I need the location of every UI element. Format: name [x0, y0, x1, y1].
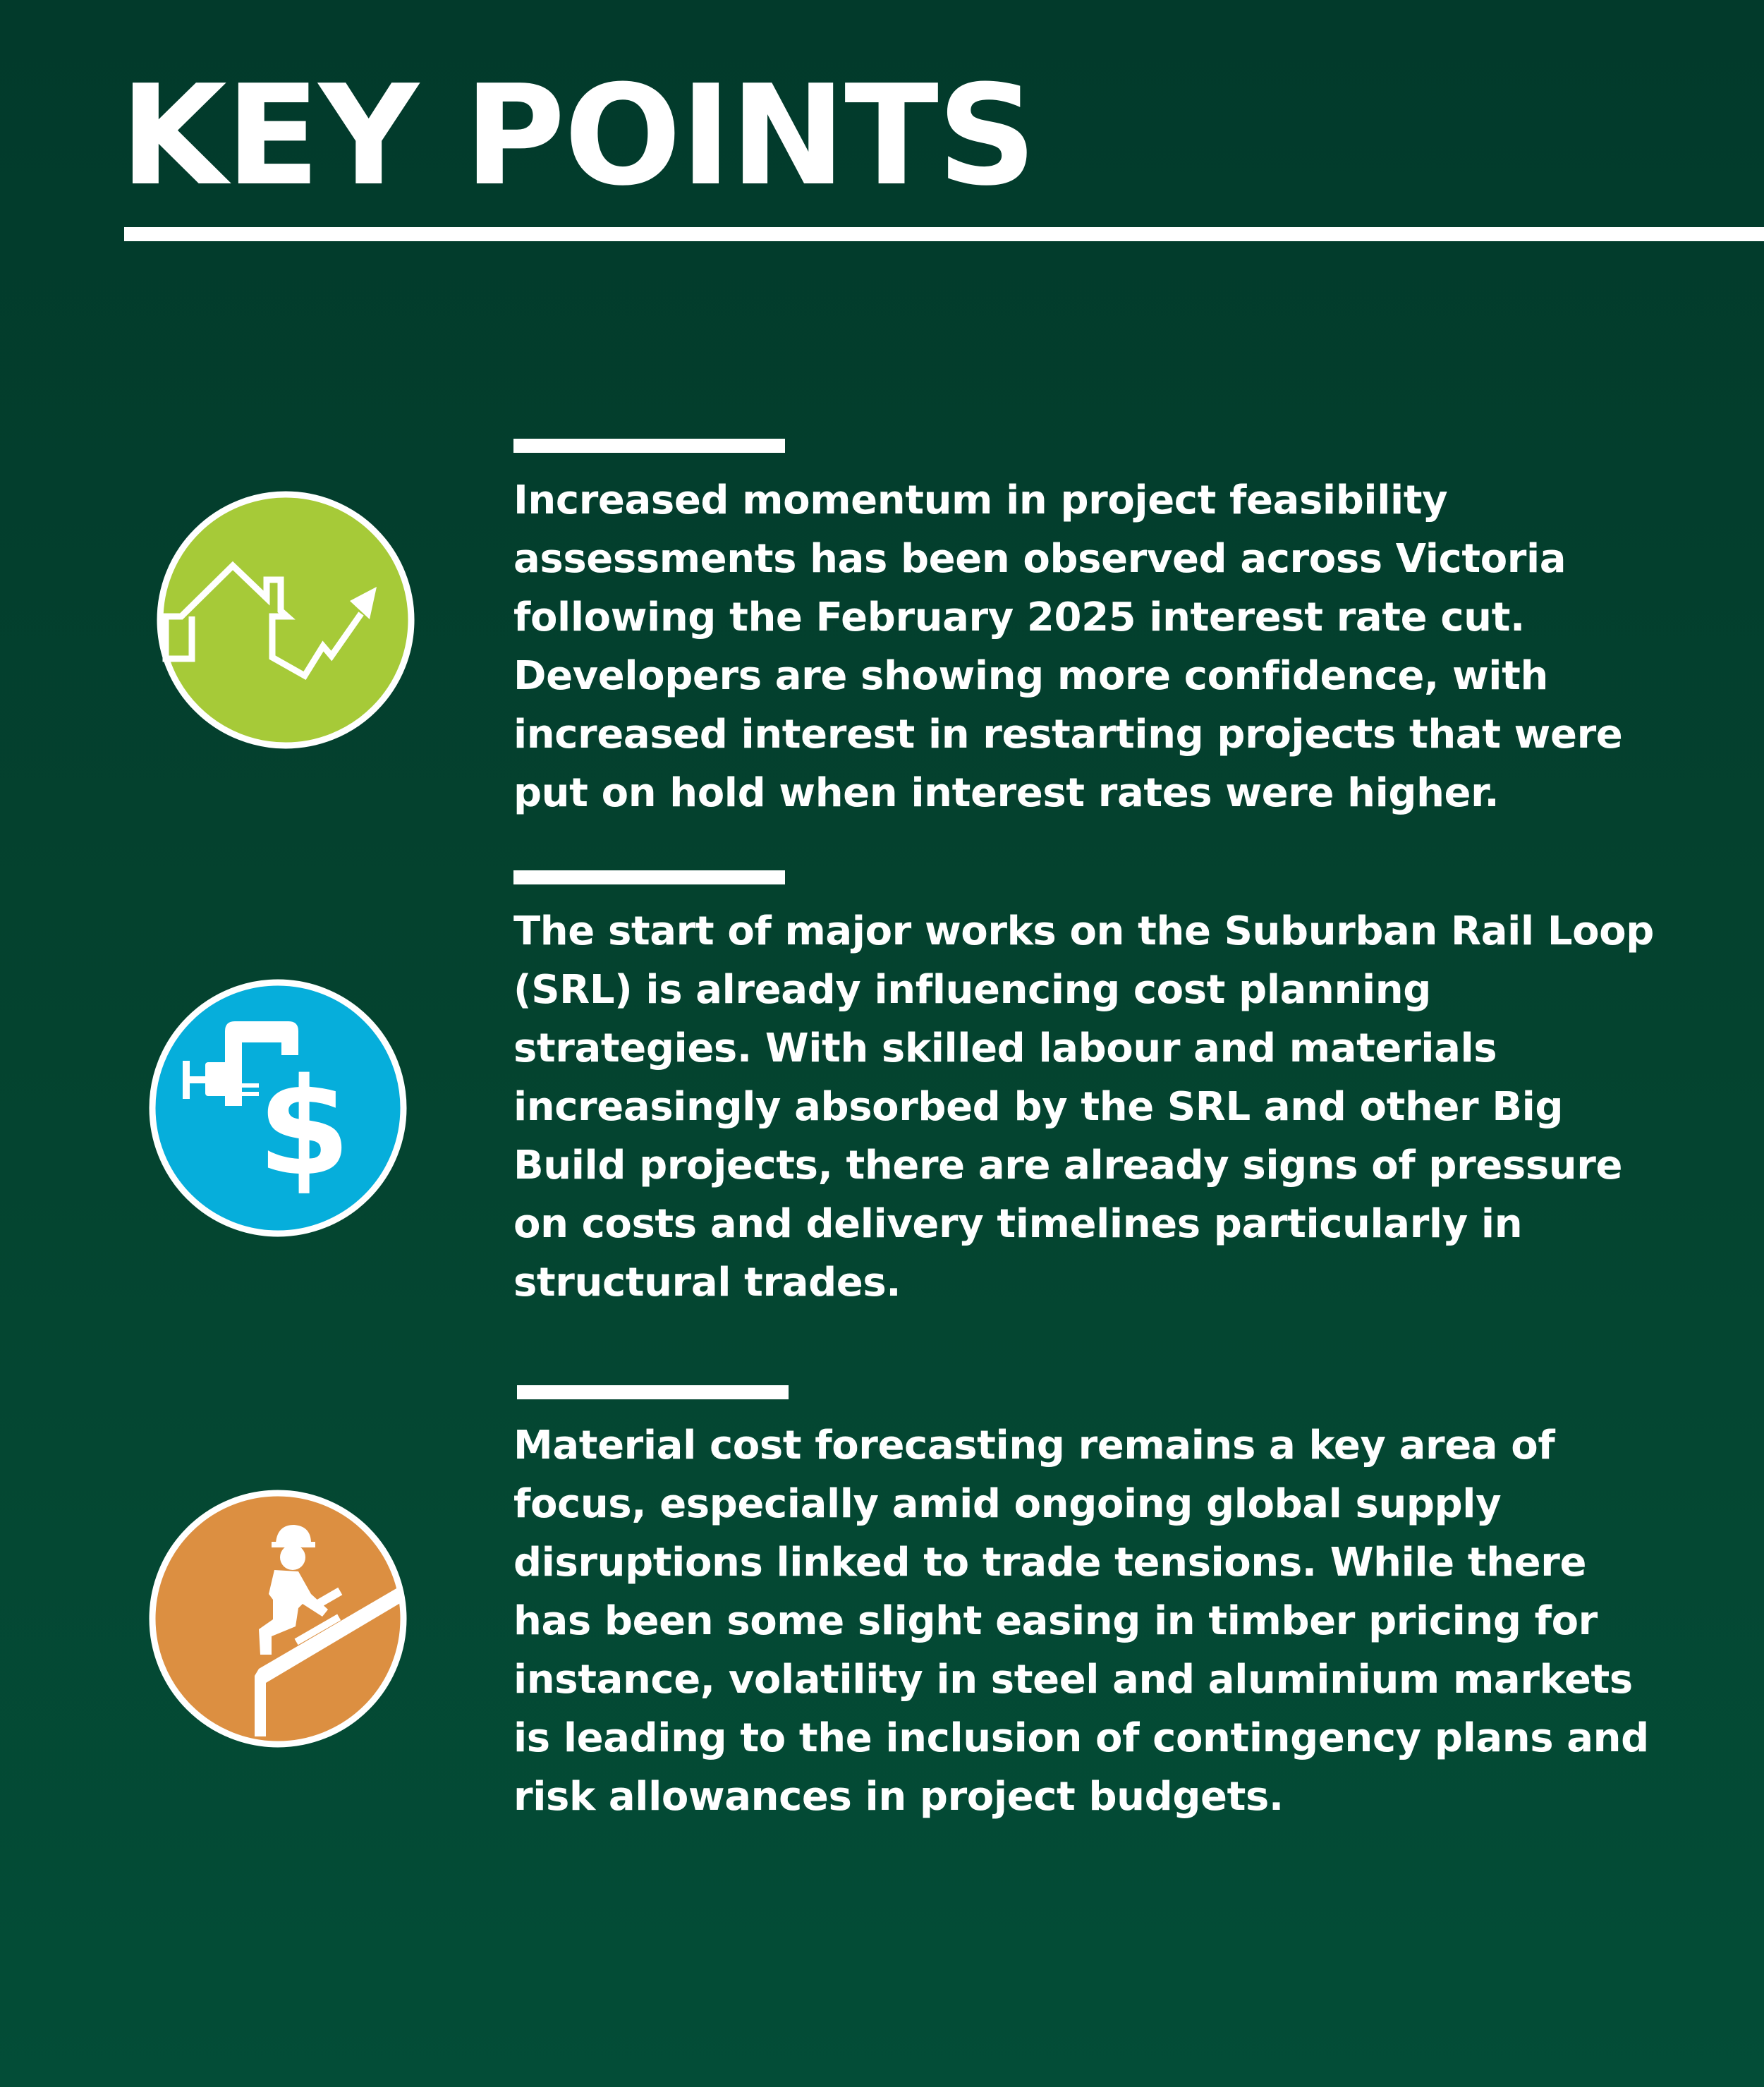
point-text: Material cost forecasting remains a key area of focus, especially amid ongoing global supply disruptions linked to trade tensions. While there has been some slight easing in timber pricing for instance, volatility in steel and aluminium markets is leading to the inclusion of contingency plans and risk allowances in project budgets. — [513, 1423, 1649, 1820]
roofer-worker-icon — [147, 1488, 408, 1749]
point-divider — [513, 870, 785, 884]
point-text: The start of major works on the Suburban Rail Loop (SRL) is already influencing cost planning strategies. With skilled labour and materials increasingly absorbed by the SRL and other Big Build projects, there are already signs of pressure on costs and delivery timelines particularly in structural trades. — [513, 908, 1654, 1306]
title-divider — [124, 227, 1764, 241]
clamp-dollar-icon — [147, 978, 408, 1239]
svg-text:$: $ — [257, 1049, 351, 1205]
house-growth-icon — [155, 489, 416, 750]
point-divider — [517, 1385, 789, 1399]
point-divider — [513, 439, 785, 453]
page-title: KEY POINTS — [120, 56, 1036, 217]
point-text: Increased momentum in project feasibility assessments has been observed across Victoria following the February 2025 interest rate cut. Developers are showing more confidence, with increased interest in restarting projects that were put on hold when interest rates were higher. — [513, 477, 1623, 816]
